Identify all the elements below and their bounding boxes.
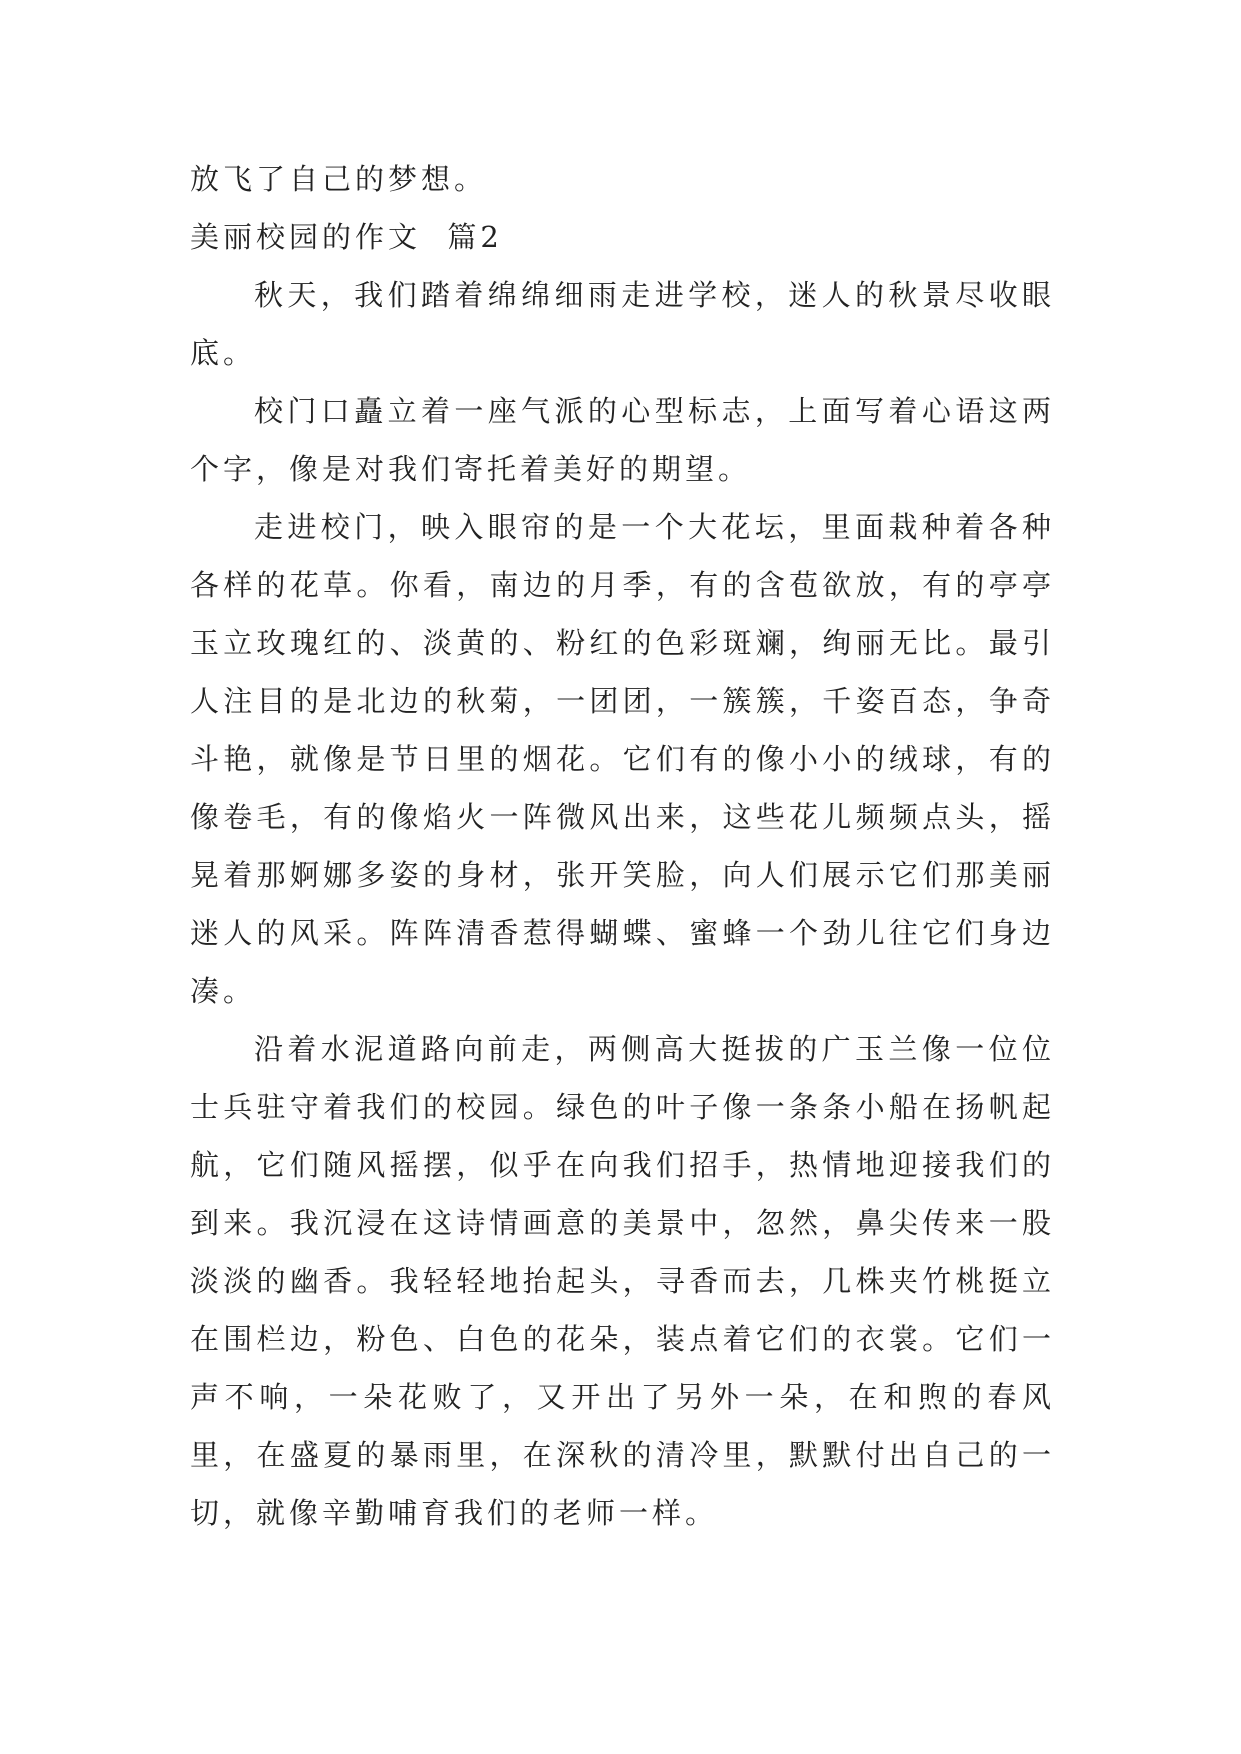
paragraph: 走进校门，映入眼帘的是一个大花坛，里面栽种着各种各样的花草。你看，南边的月季，有的含苞欲放，有的亭亭玉立玫瑰红的、淡黄的、粉红的色彩斑斓，绚丽无比。最引人注目的是北边的秋菊，一团团，一簇簇，千姿百态，争奇斗艳，就像是节日里的烟花。它们有的像小小的绒球，有的像卷毛，有的像焰火一阵微风出来，这些花儿频频点头，摇晃着那婀娜多姿的身材，张开笑脸，向人们展示它们那美丽迷人的风采。阵阵清香惹得蝴蝶、蜜蜂一个劲儿往它们身边凑。 xyxy=(190,510,1055,1008)
document-page xyxy=(190,150,1055,1542)
lead-line: 放飞了自己的梦想。 xyxy=(190,162,488,196)
essay-heading: 美丽校园的作文 篇2 xyxy=(190,220,503,254)
paragraph: 校门口矗立着一座气派的心型标志，上面写着心语这两个字，像是对我们寄托着美好的期望。 xyxy=(190,394,1055,486)
paragraph: 沿着水泥道路向前走，两侧高大挺拔的广玉兰像一位位士兵驻守着我们的校园。绿色的叶子像一条条小船在扬帆起航，它们随风摇摆，似乎在向我们招手，热情地迎接我们的到来。我沉浸在这诗情画意的美景中，忽然，鼻尖传来一股淡淡的幽香。我轻轻地抬起头，寻香而去，几株夹竹桃挺立在围栏边，粉色、白色的花朵，装点着它们的衣裳。它们一声不响，一朵花败了，又开出了另外一朵，在和煦的春风里，在盛夏的暴雨里，在深秋的清冷里，默默付出自己的一切，就像辛勤哺育我们的老师一样。 xyxy=(190,1032,1055,1530)
paragraph: 秋天，我们踏着绵绵细雨走进学校，迷人的秋景尽收眼底。 xyxy=(190,278,1055,370)
